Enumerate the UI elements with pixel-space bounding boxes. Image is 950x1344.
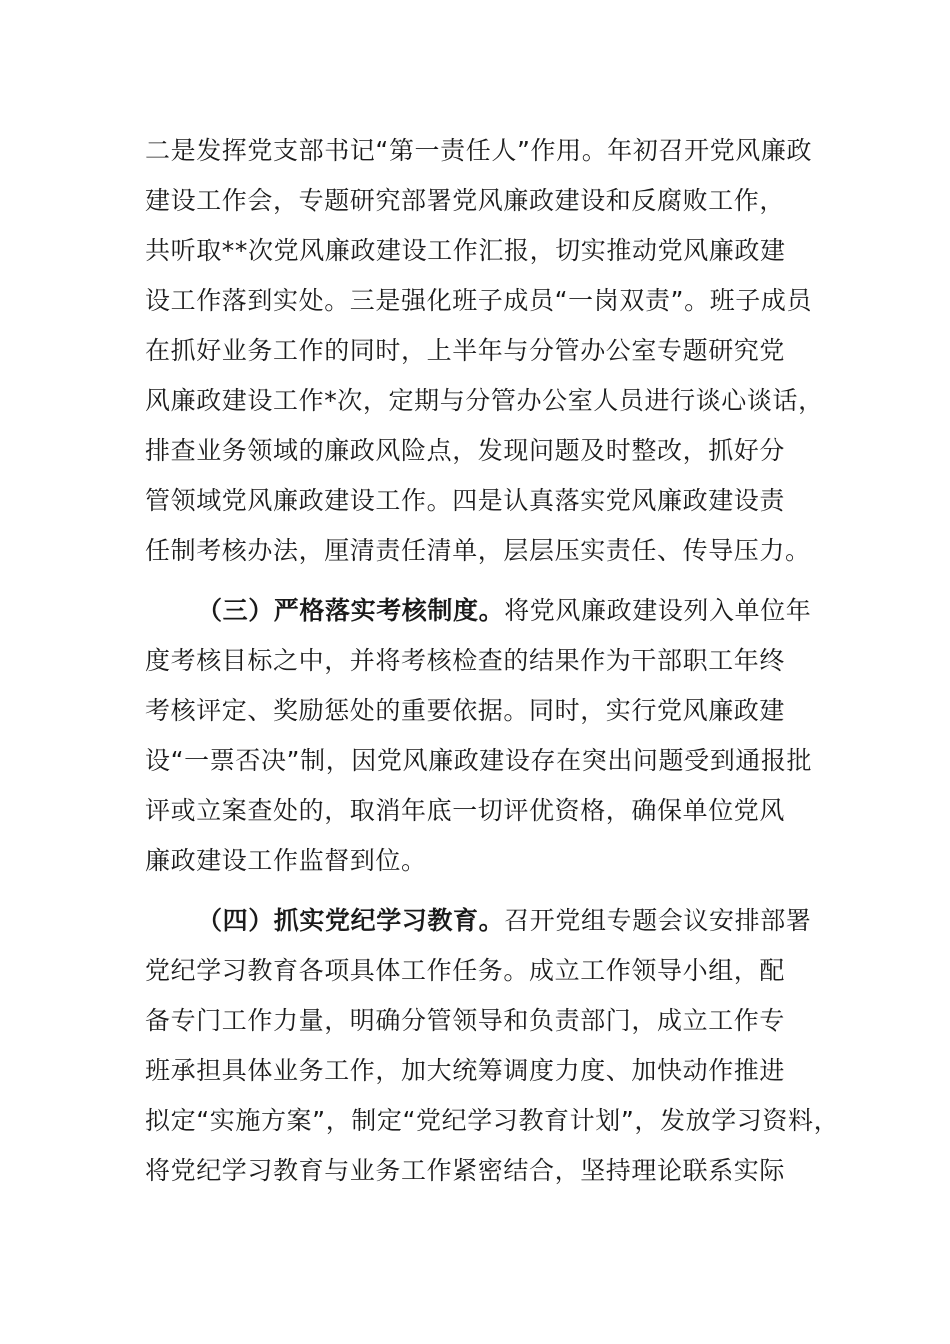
section-heading: （三）严格落实考核制度。 xyxy=(197,596,505,625)
text-line: 排查业务领域的廉政风险点，发现问题及时整改，抓好分 xyxy=(145,436,786,465)
text-line: 在抓好业务工作的同时，上半年与分管办公室专题研究党 xyxy=(145,336,786,365)
text-line: 共听取**次党风廉政建设工作汇报，切实推动党风廉政建 xyxy=(145,236,786,265)
text-line: 度考核目标之中，并将考核检查的结果作为干部职工年终 xyxy=(145,646,786,675)
text-line: 将党纪学习教育与业务工作紧密结合，坚持理论联系实际 xyxy=(145,1156,786,1185)
text-line-rest: 召开党组专题会议安排部署 xyxy=(504,906,812,935)
text-line: 评或立案查处的，取消年底一切评优资格，确保单位党风 xyxy=(145,796,786,825)
text-line: 拟定“实施方案”，制定“党纪学习教育计划”，发放学习资料， xyxy=(145,1106,840,1135)
text-line: 任制考核办法，厘清责任清单，层层压实责任、传导压力。 xyxy=(145,536,811,565)
text-line: 党纪学习教育各项具体工作任务。成立工作领导小组，配 xyxy=(145,956,786,985)
paragraph-first-line xyxy=(145,896,835,946)
text-line: 备专门工作力量，明确分管领导和负责部门，成立工作专 xyxy=(145,1006,786,1035)
text-line: 班承担具体业务工作，加大统筹调度力度、加快动作推进 xyxy=(145,1056,786,1085)
text-line: 考核评定、奖励惩处的重要依据。同时，实行党风廉政建 xyxy=(145,696,786,725)
paragraph-assessment-system xyxy=(145,586,835,886)
paragraph-first-line xyxy=(145,586,835,636)
text-line: 廉政建设工作监督到位。 xyxy=(145,846,427,875)
text-line-rest: 将党风廉政建设列入单位年 xyxy=(504,596,812,625)
text-line: 管领域党风廉政建设工作。四是认真落实党风廉政建设责 xyxy=(145,486,786,515)
text-line: 设工作落到实处。三是强化班子成员“一岗双责”。班子成员 xyxy=(145,286,813,315)
section-heading: （四）抓实党纪学习教育。 xyxy=(197,906,505,935)
paragraph-party-secretary-responsibility xyxy=(145,126,835,576)
text-line: 建设工作会，专题研究部署党风廉政建设和反腐败工作， xyxy=(145,186,786,215)
text-line: 设“一票否决”制，因党风廉政建设存在突出问题受到通报批 xyxy=(145,746,813,775)
text-line: 二是发挥党支部书记“第一责任人”作用。年初召开党风廉政 xyxy=(145,136,813,165)
text-line: 风廉政建设工作*次，定期与分管办公室人员进行谈心谈话， xyxy=(145,386,824,415)
paragraph-party-discipline-education xyxy=(145,896,840,1196)
